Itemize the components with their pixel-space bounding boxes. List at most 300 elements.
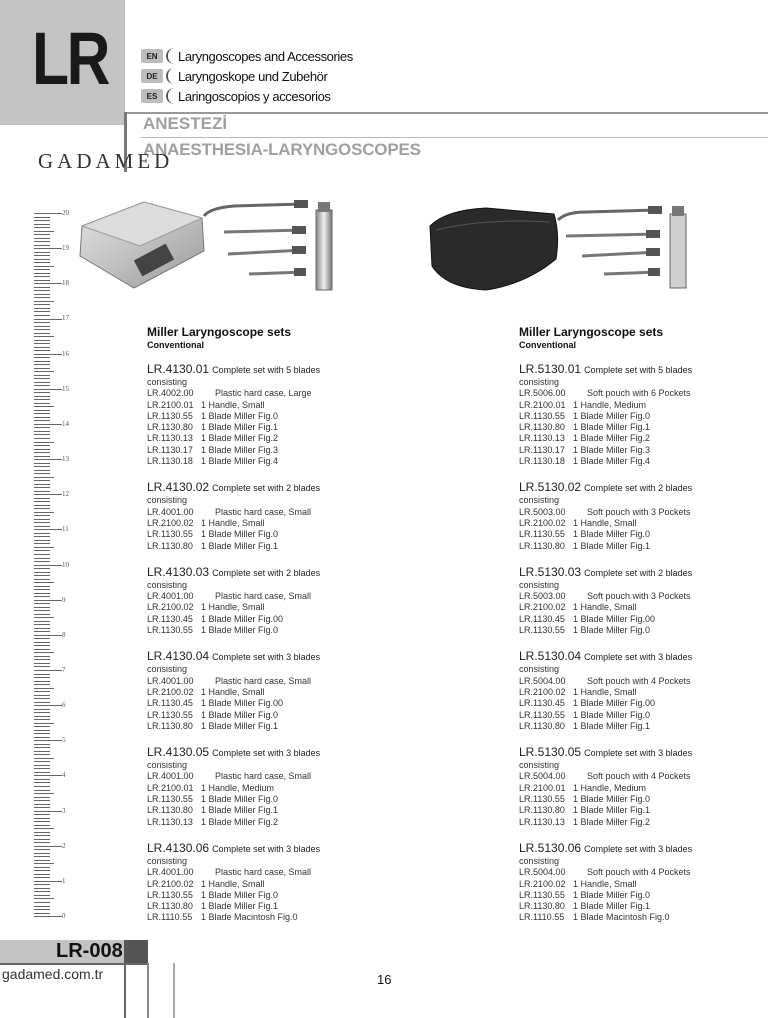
ruler-tick [34,561,50,562]
ruler-tick [34,846,62,847]
ruler-tick [34,621,50,622]
ruler-tick [34,508,50,509]
ruler-tick [34,238,50,239]
ruler-tick [34,262,50,263]
set-component-item [147,507,320,518]
component-description: Plastic hard case, Small [215,867,312,878]
ruler-tick [34,663,50,664]
component-description: 1 Blade Miller Fig.1 [201,720,279,731]
ruler-tick [34,586,50,587]
component-description: 1 Blade Miller Fig.00 [573,613,656,624]
ruler-tick [34,343,50,344]
set-component-item [147,456,320,467]
ruler-tick [34,768,50,769]
ruler-tick [34,716,50,717]
ruler-tick [34,825,50,826]
language-row-es [141,87,331,105]
ruler-tick [34,877,50,878]
component-description: 1 Blade Miller Fig.0 [573,410,651,421]
component-code: LR.1130.55 [519,625,565,636]
ruler-tick [34,913,50,914]
ruler-tick [34,403,50,404]
ruler-tick [34,515,50,516]
component-description: 1 Blade Miller Fig.4 [201,456,279,467]
component-description: 1 Blade Miller Fig.3 [201,444,279,455]
ruler-tick [34,624,50,625]
component-code: LR.1130.55 [519,529,565,540]
ruler-tick [34,719,50,720]
set-component-item [519,721,692,732]
ruler-tick [34,280,50,281]
ruler-tick [34,677,50,678]
set-header [519,566,692,580]
ruler-tick [34,733,50,734]
ruler-tick [34,698,50,699]
component-code: LR.1130.55 [519,410,565,421]
component-description: 1 Blade Miller Fig.0 [573,625,651,636]
ruler-tick [34,849,50,850]
component-description: 1 Blade Miller Fig.0 [201,410,279,421]
ruler-tick [34,526,50,527]
ruler-tick [34,550,50,551]
ruler-tick [34,477,54,478]
ruler-tick [34,867,50,868]
ruler-tick [34,224,50,225]
ruler-tick [34,747,50,748]
brand-logo: GADAMED [38,149,174,173]
set-consisting-label: consisting [147,579,188,590]
component-description: 1 Blade Miller Fig.0 [201,709,279,720]
ruler-tick [34,326,50,327]
component-description: 1 Handle, Medium [201,782,275,793]
component-code: LR.2100.01 [519,782,566,793]
product-set [519,363,692,467]
component-description: 1 Blade Miller Fig.1 [573,540,651,551]
set-header [147,566,320,580]
ruler-tick [34,674,50,675]
set-header [519,650,692,664]
component-code: LR.1110.55 [519,912,565,923]
ruler-tick [34,294,50,295]
column-subtitle: Conventional [519,340,577,350]
website-link[interactable]: gadamed.com.tr [2,966,104,982]
ruler-tick [34,357,50,358]
component-description: 1 Blade Miller Fig.2 [201,433,279,444]
ruler-label: 20 [62,209,69,217]
component-code: LR.1110.55 [147,912,193,923]
ruler-tick [34,740,62,741]
ruler-tick [34,463,50,464]
ruler-label: 10 [62,560,69,569]
set-component-item [519,901,692,912]
ruler-label: 2 [62,841,66,850]
ruler-tick [34,231,54,232]
set-code: LR.5130.02 [519,480,582,495]
component-code: LR.4001.00 [147,591,194,602]
component-description: 1 Blade Miller Fig.0 [201,625,279,636]
ruler-label: 11 [62,525,69,534]
ruler-tick [34,909,50,910]
product-image-hard-case-set [74,196,334,296]
ruler-tick [34,884,50,885]
set-component-item [519,422,692,433]
component-description: 1 Handle, Small [201,399,265,410]
component-code: LR.1130.80 [147,540,193,551]
set-code: LR.4130.03 [147,564,210,579]
set-consisting-label: consisting [519,760,560,771]
ruler-tick [34,730,50,731]
ruler-tick [34,308,50,309]
set-component-item [519,507,692,518]
set-consisting-label: consisting [147,855,188,866]
ruler-tick [34,649,50,650]
component-code: LR.4001.00 [147,506,194,517]
component-code: LR.2100.01 [519,399,566,410]
component-code: LR.2100.02 [147,602,194,613]
set-component-item [147,687,320,698]
ruler-tick [34,466,50,467]
ruler-tick [34,870,50,871]
component-code: LR.1130.45 [147,613,193,624]
set-header [147,650,320,664]
set-component-item [147,805,320,816]
component-code: LR.2100.02 [519,878,566,889]
ruler-tick [34,832,50,833]
set-component-item [147,602,320,613]
ruler-tick [34,744,50,745]
ruler-tick [34,761,50,762]
component-description: 1 Blade Miller Fig.2 [573,816,651,827]
component-description: 1 Blade Miller Fig.1 [201,422,279,433]
ruler-tick [34,287,50,288]
product-set [147,650,320,732]
ruler-label: 18 [62,279,69,288]
ruler-tick [34,874,50,875]
ruler-tick [34,638,50,639]
component-code: LR.1130.45 [519,613,565,624]
ruler-tick [34,255,50,256]
ruler-tick [34,691,50,692]
ruler-tick [34,227,50,228]
ruler-tick [34,420,50,421]
ruler-tick [34,726,50,727]
ruler-tick [34,754,50,755]
ruler-tick [34,340,50,341]
set-component-item [147,710,320,721]
ruler-tick [34,839,50,840]
ruler-tick [34,484,50,485]
set-component-item [147,400,320,411]
set-consisting-label: consisting [519,377,560,387]
ruler-tick [34,800,50,801]
ruler-tick [34,723,54,724]
component-code: LR.1130.80 [519,805,565,816]
ruler-tick [34,617,54,618]
set-component-item [519,541,692,552]
ruler-tick [34,375,50,376]
set-component-item [147,783,320,794]
ruler-label: 12 [62,490,69,499]
category-title-en: ANAESTHESIA-LARYNGOSCOPES [143,140,421,159]
set-code: LR.4130.04 [147,649,210,664]
component-description: 1 Blade Miller Fig.0 [573,709,651,720]
ruler-label: 13 [62,455,69,463]
component-description: 1 Handle, Small [573,686,637,697]
component-description: 1 Blade Miller Fig.0 [573,529,651,540]
set-code: LR.5130.05 [519,745,582,760]
ruler-tick [34,765,50,766]
ruler-tick [34,659,50,660]
set-component-item [147,625,320,636]
ruler-tick [34,554,50,555]
component-code: LR.2100.02 [519,517,566,528]
component-description: Soft pouch with 4 Pockets [587,675,691,686]
component-description: 1 Handle, Small [573,517,637,528]
set-component-item [519,445,692,456]
set-component-item [147,817,320,828]
language-title: Laringoscopios y accesorios [178,88,331,104]
component-description: Plastic hard case, Small [215,675,312,686]
ruler-tick [34,804,50,805]
set-component-item [519,529,692,540]
component-description: Soft pouch with 4 Pockets [587,867,691,878]
component-code: LR.4002.00 [147,388,194,399]
set-component-item [519,456,692,467]
ruler-tick [34,575,50,576]
ruler-tick [34,438,50,439]
ruler-tick [34,283,62,284]
product-set [147,842,320,924]
ruler-label: 15 [62,384,69,393]
ruler-tick [34,269,50,270]
ruler-tick [34,853,50,854]
component-code: LR.1130.80 [519,720,565,731]
ruler-tick [34,582,54,583]
component-description: 1 Handle, Small [201,517,265,528]
component-description: 1 Blade Miller Fig.1 [201,805,279,816]
bracket-decoration [166,88,176,104]
set-description: Complete set with 2 blades [584,483,693,494]
ruler-label: 1 [62,876,66,885]
ruler-label: 8 [62,630,66,639]
ruler-tick [34,220,50,221]
ruler-tick [34,828,54,829]
component-code: LR.1130.17 [147,444,193,455]
set-consisting-label: consisting [519,855,560,866]
set-consisting-label: consisting [147,377,188,387]
ruler-label: 9 [62,595,66,604]
component-code: LR.1130.45 [147,698,193,709]
component-description: 1 Blade Miller Fig.00 [201,613,284,624]
ruler-label: 4 [62,771,66,780]
ruler-tick [34,558,50,559]
set-component-item [147,912,320,923]
component-description: 1 Blade Miller Fig.4 [573,456,651,467]
ruler-tick [34,797,50,798]
ruler-tick [34,856,50,857]
set-description: Complete set with 2 blades [584,567,693,578]
ruler-tick [34,902,50,903]
ruler-tick [34,498,50,499]
set-consisting-label: consisting [147,495,188,506]
set-description: Complete set with 3 blades [584,748,693,759]
set-consisting-label: consisting [147,760,188,771]
component-code: LR.1130.80 [519,422,565,433]
ruler-tick [34,234,50,235]
ruler-tick [34,252,50,253]
component-code: LR.1130.55 [147,625,193,636]
page-number: 16 [377,972,392,987]
component-description: 1 Blade Miller Fig.1 [201,901,279,912]
ruler-tick [34,772,50,773]
set-component-item [519,867,692,878]
ruler-tick [34,758,54,759]
set-consisting-label: consisting [519,579,560,590]
component-code: LR.1130.80 [147,720,193,731]
ruler-tick [34,424,62,425]
ruler-tick [34,431,50,432]
component-code: LR.1130.45 [519,698,565,709]
bracket-decoration [166,48,176,64]
ruler-tick [34,304,50,305]
component-code: LR.1130.55 [519,889,565,900]
set-component-item [147,433,320,444]
set-header [519,481,692,495]
set-description: Complete set with 3 blades [584,652,693,663]
ruler-tick [34,652,54,653]
ruler-tick [34,368,50,369]
set-description: Complete set with 3 blades [212,843,321,854]
ruler-tick [34,350,50,351]
component-description: 1 Blade Miller Fig.3 [573,444,651,455]
set-component-item [147,676,320,687]
set-component-item [147,518,320,529]
ruler-tick [34,399,50,400]
ruler-tick [34,635,62,636]
component-code: LR.2100.02 [147,686,194,697]
ruler-tick [34,681,50,682]
product-set [147,363,320,467]
component-description: 1 Handle, Small [573,878,637,889]
set-component-item [519,625,692,636]
ruler-tick [34,895,50,896]
set-component-item [519,912,692,923]
column-title: Miller Laryngoscope sets [519,325,664,339]
language-tag: EN [141,49,163,63]
component-description: 1 Handle, Small [201,878,265,889]
language-row-de [141,67,327,85]
set-component-item [519,783,692,794]
set-header [519,746,692,760]
set-component-item [519,687,692,698]
ruler-tick [34,442,54,443]
ruler-tick [34,751,50,752]
component-code: LR.1130.18 [147,456,193,467]
ruler-tick [34,456,50,457]
ruler-tick [34,782,50,783]
component-description: 1 Handle, Small [201,602,265,613]
set-component-item [519,614,692,625]
set-consisting-label: consisting [519,495,560,506]
ruler-tick [34,565,62,566]
set-description: Complete set with 3 blades [212,748,321,759]
ruler-tick [34,814,50,815]
ruler-tick [34,916,62,917]
footer-dark-block [124,940,148,964]
ruler-tick [34,860,50,861]
component-code: LR.1130.80 [147,422,193,433]
ruler-tick [34,470,50,471]
ruler-tick [34,378,50,379]
component-code: LR.5006.00 [519,388,566,399]
ruler-label: 16 [62,349,69,358]
set-description: Complete set with 2 blades [212,567,321,578]
ruler-tick [34,536,50,537]
ruler-label: 17 [62,314,69,323]
set-component-item [147,388,320,399]
set-code: LR.5130.01 [519,362,582,376]
ruler-tick [34,596,50,597]
ruler-tick [34,540,50,541]
set-consisting-label: consisting [519,664,560,675]
left-product-column [147,325,320,938]
section-code: LR [32,17,108,100]
ruler-tick [34,329,50,330]
set-component-item [147,794,320,805]
set-code: LR.4130.02 [147,480,210,495]
language-tag: DE [141,69,163,83]
ruler-tick [34,737,50,738]
set-component-item [519,591,692,602]
ruler-tick [34,333,50,334]
set-component-item [519,518,692,529]
component-description: 1 Handle, Small [573,602,637,613]
set-description: Complete set with 2 blades [212,483,321,494]
ruler-tick [34,245,50,246]
ruler-tick [34,259,50,260]
ruler-tick [34,835,50,836]
component-code: LR.4001.00 [147,771,194,782]
ruler-tick [34,670,62,671]
ruler-tick [34,512,54,513]
component-code: LR.2100.01 [147,399,194,410]
ruler-tick [34,688,54,689]
component-code: LR.1130.13 [147,433,193,444]
product-set [147,566,320,636]
ruler-tick [34,888,50,889]
ruler-tick [34,315,50,316]
set-component-item [519,879,692,890]
ruler-tick [34,452,50,453]
component-code: LR.1130.13 [519,816,565,827]
category-divider [141,137,768,138]
ruler-tick [34,891,50,892]
product-set [519,650,692,732]
set-header [519,842,692,856]
category-title-tr: ANESTEZİ [143,114,228,133]
ruler-tick [34,607,50,608]
component-description: 1 Handle, Medium [573,782,647,793]
ruler-tick [34,480,50,481]
ruler-tick [34,213,62,214]
ruler-tick [34,396,50,397]
ruler-tick [34,434,50,435]
ruler-label: 14 [62,419,69,428]
set-component-item [519,794,692,805]
component-code: LR.1130.55 [519,709,565,720]
component-description: 1 Blade Miller Fig.1 [573,805,651,816]
component-description: 1 Blade Miller Fig.0 [201,889,279,900]
